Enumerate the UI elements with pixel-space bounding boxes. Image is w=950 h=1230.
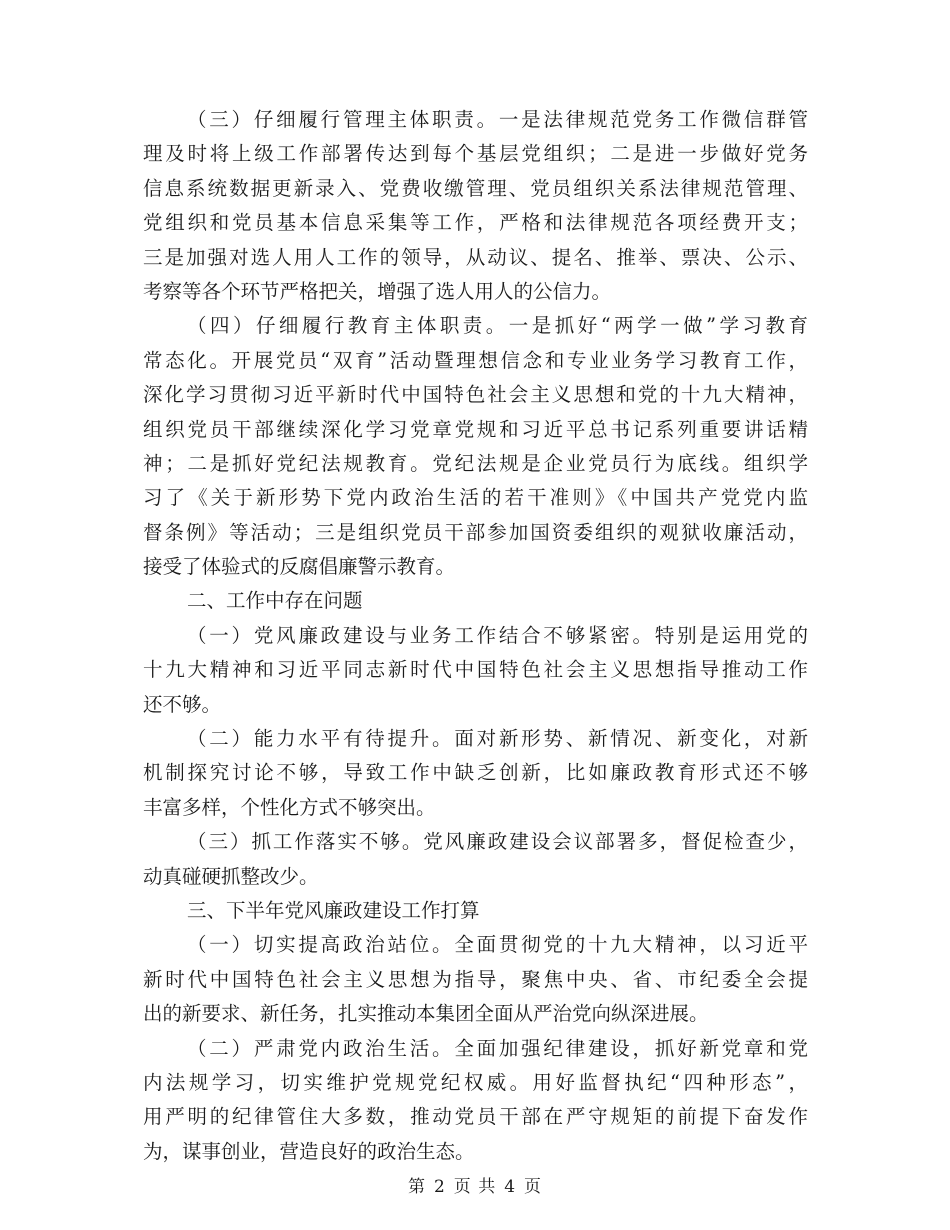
text-line: 十九大精神和习近平同志新时代中国特色社会主义思想指导推动工作 bbox=[143, 658, 808, 682]
text-line: 神；二是抓好党纪法规教育。党纪法规是企业党员行为底线。组织学 bbox=[143, 451, 808, 475]
text-line: 信息系统数据更新录入、党费收缴管理、党员组织关系法律规范管理、 bbox=[143, 176, 808, 200]
text-line: 动真碰硬抓整改少。 bbox=[143, 864, 319, 888]
text-line: （二）能力水平有待提升。面对新形势、新情况、新变化，对新 bbox=[187, 727, 808, 751]
footer-total-pages: 4 bbox=[504, 1177, 517, 1197]
text-line: 丰富多样，个性化方式不够突出。 bbox=[143, 795, 436, 819]
footer-page-number: 2 bbox=[433, 1177, 446, 1197]
text-line: （三）仔细履行管理主体职责。一是法律规范党务工作微信群管 bbox=[187, 108, 808, 131]
text-line: 考察等各个环节严格把关，增强了选人用人的公信力。 bbox=[143, 279, 612, 303]
text-line: 深化学习贯彻习近平新时代中国特色社会主义思想和党的十九大精神， bbox=[143, 383, 808, 407]
text-line: 常态化。开展党员“双育”活动暨理想信念和专业业务学习教育工作， bbox=[143, 348, 808, 372]
text-line: 内法规学习，切实维护党规党纪权威。用好监督执纪“四种形态”， bbox=[143, 1070, 808, 1094]
text-line: 三、下半年党风廉政建设工作打算 bbox=[187, 898, 480, 922]
text-line: 用严明的纪律管住大多数，推动党员干部在严守规矩的前提下奋发作 bbox=[143, 1105, 808, 1129]
text-line: （一）党风廉政建设与业务工作结合不够紧密。特别是运用党的 bbox=[187, 623, 808, 647]
footer-suffix: 页 bbox=[524, 1177, 543, 1197]
text-line: 机制探究讨论不够，导致工作中缺乏创新，比如廉政教育形式还不够 bbox=[143, 761, 808, 785]
text-line: 新时代中国特色社会主义思想为指导，聚焦中央、省、市纪委全会提 bbox=[143, 967, 808, 991]
footer-mid: 页 共 bbox=[453, 1177, 497, 1197]
text-line: 二、工作中存在问题 bbox=[187, 589, 363, 613]
text-line: 接受了体验式的反腐倡廉警示教育。 bbox=[143, 555, 456, 579]
text-line: 出的新要求、新任务，扎实推动本集团全面从严治党向纵深进展。 bbox=[143, 1002, 709, 1026]
text-line: （二）严肃党内政治生活。全面加强纪律建设，抓好新党章和党 bbox=[187, 1036, 808, 1060]
text-line: （四）仔细履行教育主体职责。一是抓好“两学一做”学习教育 bbox=[187, 314, 808, 338]
text-line: （一）切实提高政治站位。全面贯彻党的十九大精神，以习近平 bbox=[187, 933, 808, 957]
text-line: 为，谋事创业，营造良好的政治生态。 bbox=[143, 1139, 475, 1163]
text-line: 三是加强对选人用人工作的领导，从动议、提名、推举、票决、公示、 bbox=[143, 245, 808, 269]
text-line: （三）抓工作落实不够。党风廉政建设会议部署多，督促检查少， bbox=[187, 830, 808, 854]
page-footer bbox=[0, 1172, 950, 1197]
text-line: 还不够。 bbox=[143, 692, 222, 716]
text-line: 督条例》等活动；三是组织党员干部参加国资委组织的观狱收廉活动， bbox=[143, 520, 808, 544]
text-line: 党组织和党员基本信息采集等工作，严格和法律规范各项经费开支； bbox=[143, 211, 808, 235]
footer-prefix: 第 bbox=[407, 1177, 426, 1197]
text-line: 组织党员干部继续深化学习党章党规和习近平总书记系列重要讲话精 bbox=[143, 417, 808, 441]
text-line: 习了《关于新形势下党内政治生活的若干准则》《中国共产党党内监 bbox=[143, 486, 808, 510]
document-body bbox=[143, 103, 808, 1169]
text-line: 理及时将上级工作部署传达到每个基层党组织；二是进一步做好党务 bbox=[143, 142, 808, 166]
